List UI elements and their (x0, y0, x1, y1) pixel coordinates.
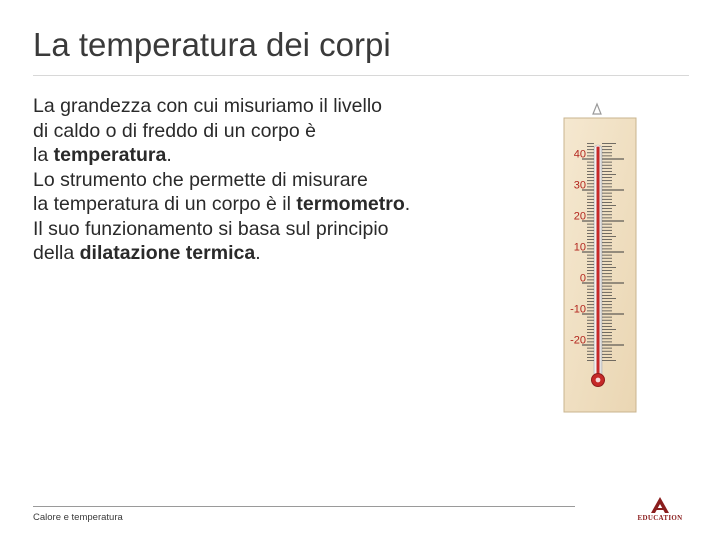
body-text (33, 94, 533, 266)
scale-label: -20 (570, 334, 586, 347)
mercury-column (597, 147, 600, 376)
body-text-span: . (404, 193, 411, 215)
scale-label: -10 (570, 303, 586, 316)
scale-label: 10 (573, 241, 586, 254)
footer-text: Calore e temperatura (33, 512, 123, 523)
scale-label: 0 (579, 272, 586, 285)
bold-term-temperatura: temperatura (53, 144, 167, 166)
bulb-highlight (596, 378, 601, 383)
body-text-span: la temperatura di un corpo è il (33, 193, 297, 215)
body-text-span: la (33, 144, 54, 166)
body-line: Lo strumento che permette di misurare (33, 168, 368, 191)
publisher-logo (634, 496, 686, 526)
bold-term-dilatazione: dilatazione termica (79, 242, 256, 264)
body-line: Il suo funzionamento si basa sul principio (33, 217, 389, 240)
body-line (33, 143, 533, 168)
footer-divider (33, 506, 575, 507)
scale-label: 40 (573, 148, 586, 161)
thermometer-illustration (556, 100, 646, 415)
slide-title: La temperatura dei corpi (33, 26, 391, 63)
scale-label: 30 (573, 179, 586, 192)
body-text-span: . (166, 144, 172, 166)
logo-a-icon (634, 496, 686, 514)
body-text-span: della (33, 242, 80, 264)
title-divider (33, 75, 689, 76)
body-line (33, 192, 533, 217)
body-text-span: . (255, 242, 261, 264)
hanger-hook (593, 104, 601, 114)
scale-label: 20 (573, 210, 586, 223)
body-line (33, 241, 533, 266)
logo-text: EDUCATION (637, 514, 683, 522)
bold-term-termometro: termometro (296, 193, 405, 215)
body-line: di caldo o di freddo di un corpo è (33, 119, 316, 142)
body-line: La grandezza con cui misuriamo il livello (33, 95, 382, 117)
